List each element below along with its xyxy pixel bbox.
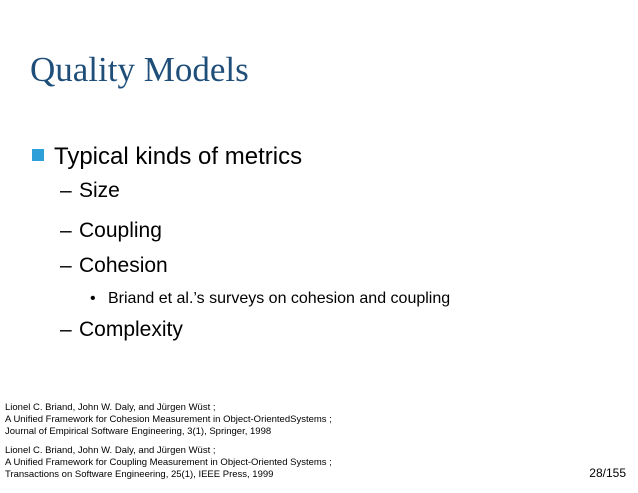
subsub-briand-survey — [90, 290, 450, 308]
subsub-text: Briand et al.’s surveys on cohesion and coupling — [108, 290, 451, 307]
subitem-text: Cohesion — [79, 254, 168, 277]
reference-line: Transactions on Software Engineering, 25(1), IEEE Press, 1999 — [5, 469, 274, 480]
dot-bullet-icon: • — [90, 290, 96, 307]
subitem-coupling — [60, 219, 162, 243]
subitem-cohesion — [60, 254, 168, 278]
dash-icon: – — [60, 318, 72, 341]
subitem-text: Coupling — [79, 219, 162, 242]
subitem-size — [60, 179, 120, 203]
bullet-text: Typical kinds of metrics — [54, 143, 303, 170]
subitem-text: Complexity — [79, 318, 183, 341]
reference-cohesion — [5, 402, 332, 438]
reference-line: A Unified Framework for Coupling Measurement in Object-Oriented Systems ; — [5, 457, 332, 468]
reference-line: A Unified Framework for Cohesion Measurement in Object-OrientedSystems ; — [5, 414, 332, 425]
dash-icon: – — [60, 219, 72, 242]
square-bullet-icon — [32, 149, 44, 161]
reference-line: Lionel C. Briand, John W. Daly, and Jürgen Wüst ; — [5, 445, 216, 456]
bullet-typical-metrics — [32, 143, 302, 171]
reference-line: Journal of Empirical Software Engineering, 3(1), Springer, 1998 — [5, 426, 272, 437]
slide-title: Quality Models — [30, 50, 249, 89]
subitem-text: Size — [79, 179, 120, 202]
reference-line: Lionel C. Briand, John W. Daly, and Jürgen Wüst ; — [5, 402, 216, 413]
page-number: 28/155 — [589, 466, 626, 480]
dash-icon: – — [60, 179, 72, 202]
subitem-complexity — [60, 318, 183, 342]
reference-coupling — [5, 445, 332, 481]
dash-icon: – — [60, 254, 72, 277]
